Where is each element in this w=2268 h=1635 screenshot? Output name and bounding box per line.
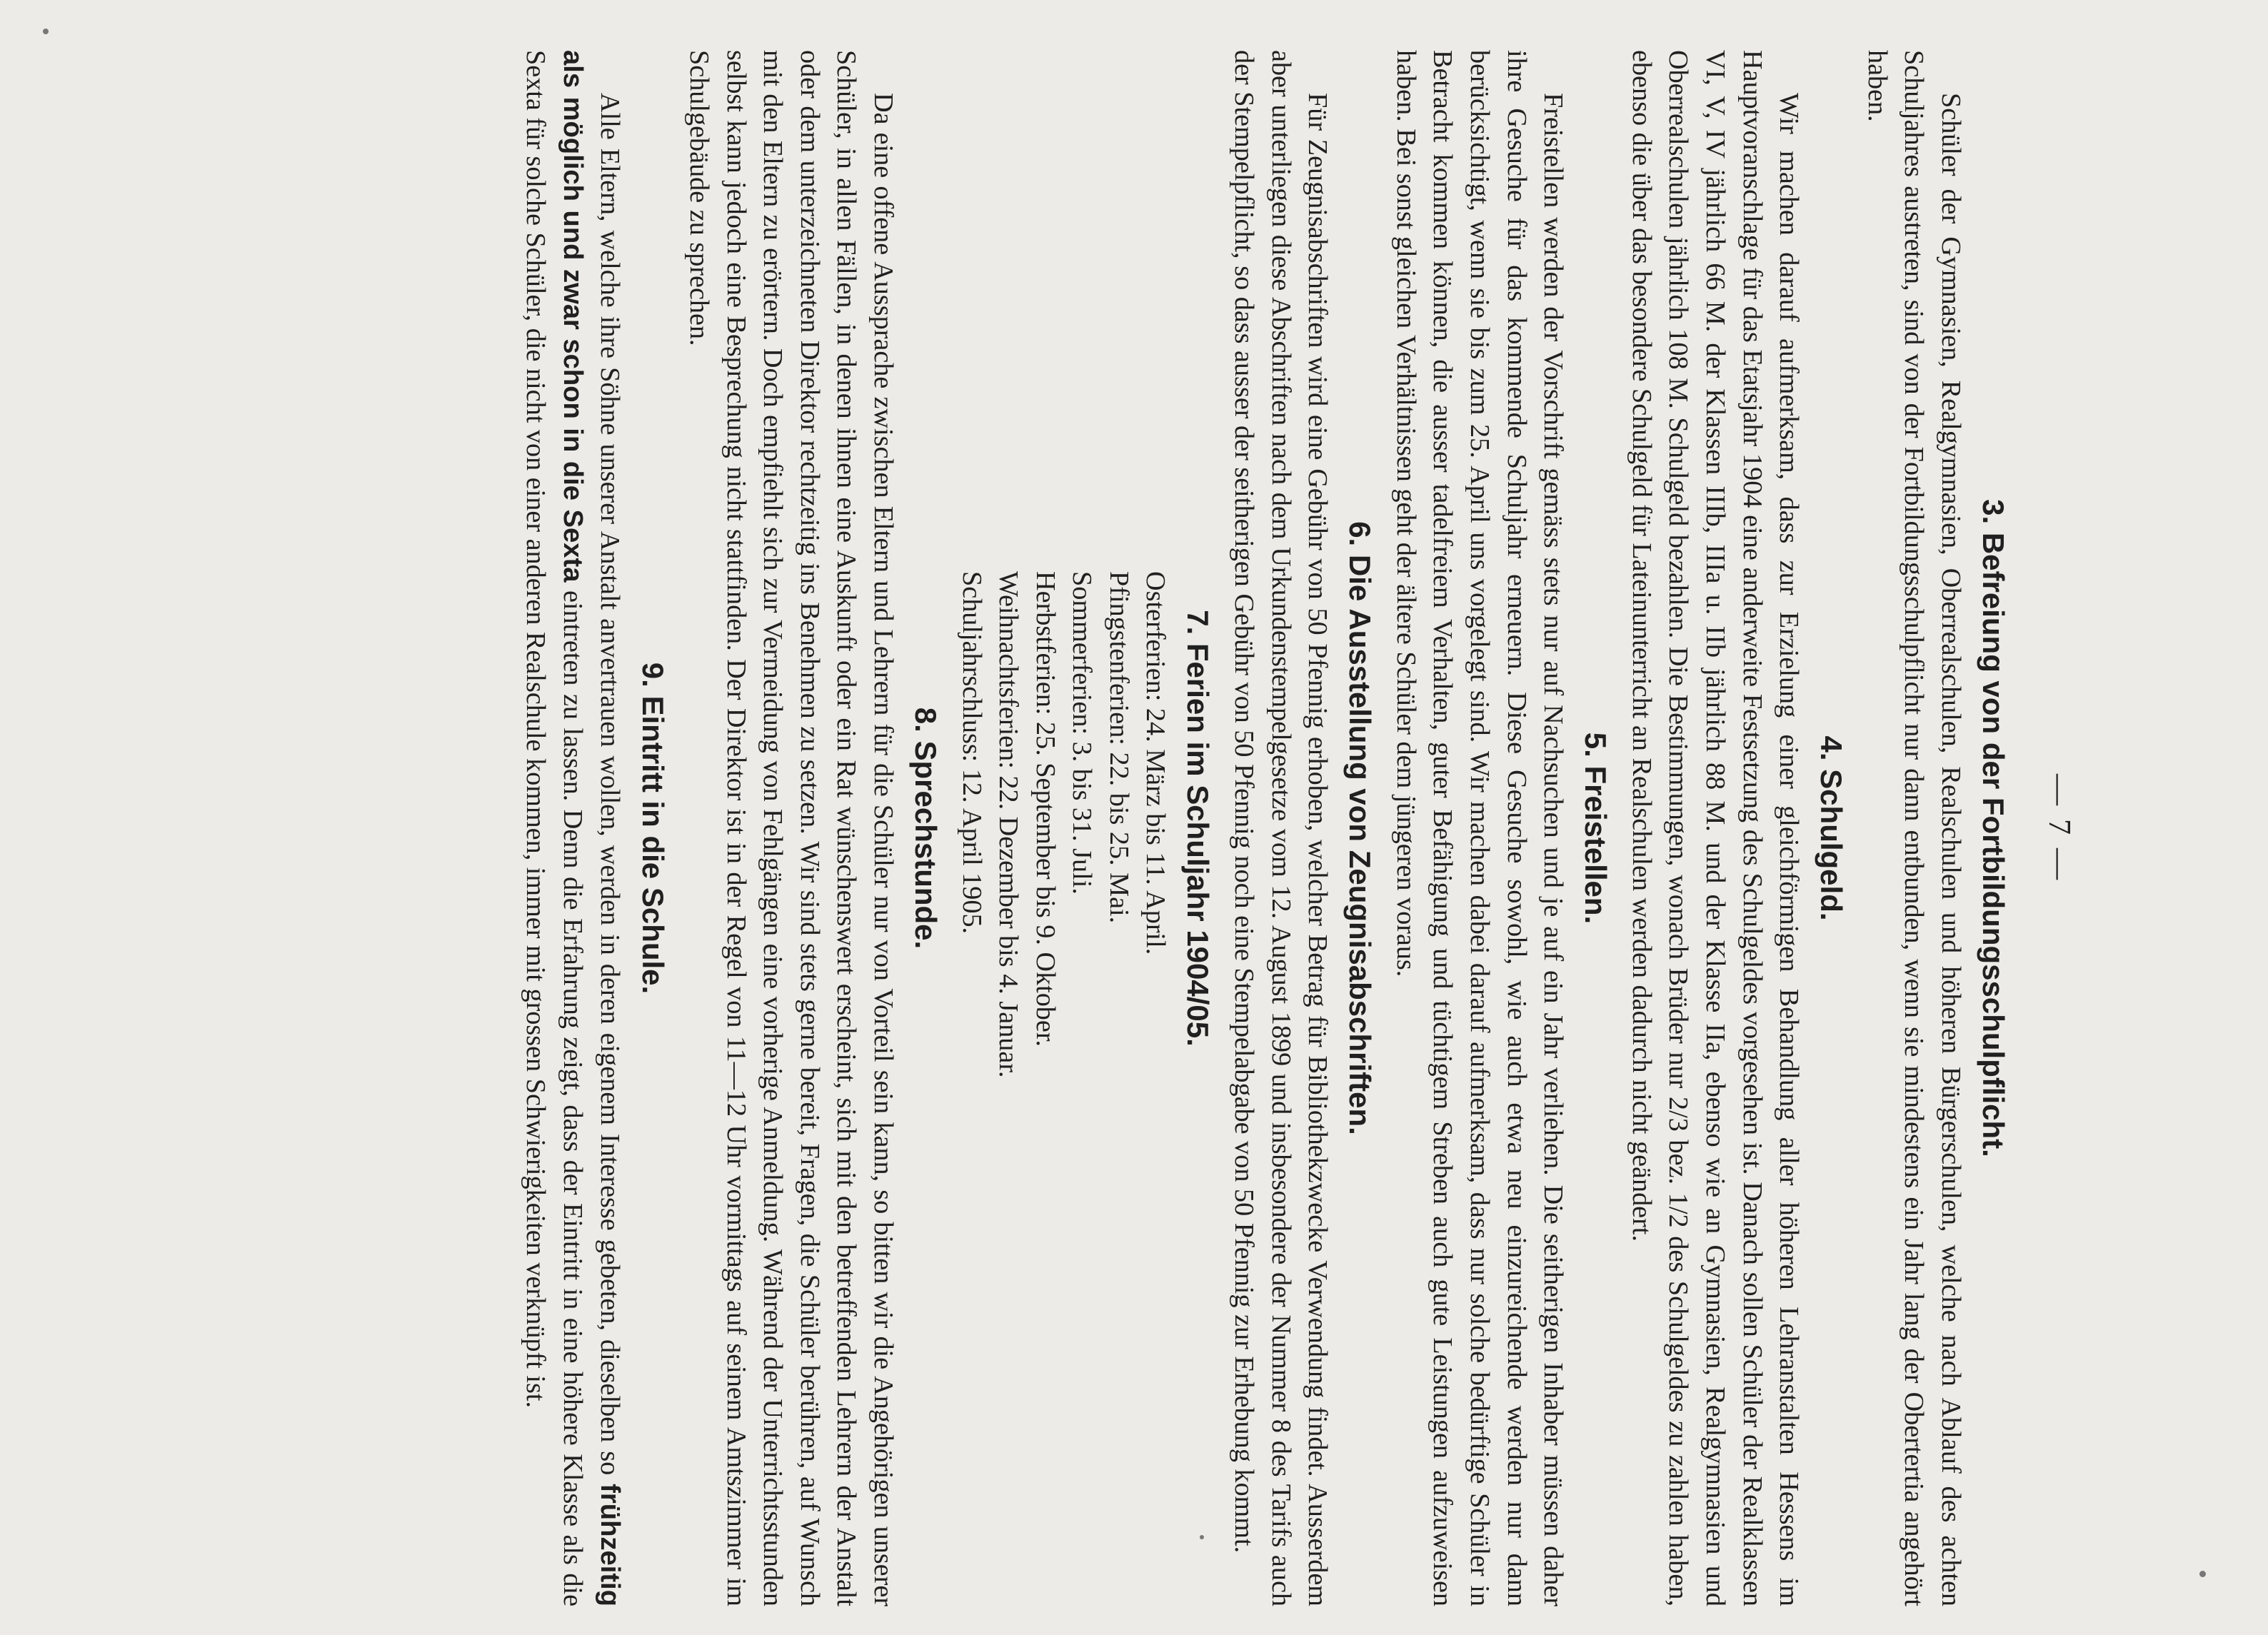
- paragraph-schulgeld: Wir machen darauf aufmerksam, dass zur Erzielung einer gleichförmigen Behandlung aller höheren Lehranstalten Hessens im Hauptvoranschlage für das Etatsjahr 1904 eine anderweite Festsetzung des Schulgeldes vorgesehen ist. Danach sollen Schüler der Realklassen VI, V, IV jährlich 66 M. der Klassen IIIb, IIIa u. IIb jährlich 88 M. und der Klasse IIa, ebenso wie an Gymnasien, Realgymnasien und Oberrealschulen jährlich 108 M. Schulgeld bezahlen. Die Bestimmungen, wonach Brüder nur 2/3 bez. 1/2 des Schulgeldes zu zahlen haben, ebenso die über das besondere Schulgeld für Lateinunterricht an Realschulen werden dadurch nicht geändert.: [1626, 50, 1805, 1606]
- paragraph-eintritt: [517, 50, 629, 1606]
- paragraph-zeugnisabschriften: Für Zeugnisabschriften wird eine Gebühr von 50 Pfennig erhoben, welcher Betrag für Bibliothekzwecke Verwendung findet. Ausserdem aber unterliegen diese Abschriften nach dem Urkundenstempelgesetze vom 12. August 1899 und insbesondere der Nummer 8 des Tarifs auch der Stempelpflicht, so dass ausser der seitherigen Gebühr von 50 Pfennig noch eine Stempelabgabe von 50 Pfennig zur Erhebung kommt.: [1229, 50, 1333, 1606]
- section-heading-ferien: 7. Ferien im Schuljahr 1904/05.: [1181, 610, 1215, 1047]
- ferien-item-sommer: Sommerferien: 3. bis 31. Juli.: [1067, 571, 1098, 895]
- page-number: — 7 —: [2042, 774, 2077, 882]
- paragraph-sprechstunde: Da eine offene Aussprache zwischen Eltern und Lehrern für die Schüler nur von Vorteil sein kann, so bitten wir die Angehörigen unserer Schüler, in allen Fällen, in denen ihnen eine Auskunft oder ein Rat wünschenswert erscheint, sich mit den betreffenden Lehrern der Anstalt oder dem unterzeichneten Direktor rechtzeitig ins Benehmen zu setzen. Wir sind stets gerne bereit, Fragen, die Schüler berühren, auf Wunsch mit den Eltern zu erörtern. Doch empfiehlt sich zur Vermeidung von Fehlgängen eine vorherige Anmeldung. Während der Unterrichtsstunden selbst kann jedoch eine Besprechung nicht stattfinden. Der Direktor ist in der Regel von 11—12 Uhr vormittags auf seinem Amtszimmer im Schulgebäude zu sprechen.: [683, 50, 898, 1606]
- rotated-text-block: [200, 43, 2085, 1614]
- ferien-item-schuljahrschluss: Schuljahrschluss: 12. April 1905.: [956, 571, 987, 935]
- section-heading-freistellen: 5. Freistellen.: [1579, 732, 1613, 925]
- eintritt-emphasis: frühzeitig als möglich und zwar schon in die Sexta: [557, 50, 626, 1606]
- ferien-list: [953, 571, 1174, 1606]
- paragraph-befreiung: Schüler der Gymnasien, Realgymnasien, Oberrealschulen, Realschulen und höheren Bürgerschulen, welche nach Ablauf des achten Schuljahres austreten, sind von der Fortbildungsschulpflicht nur dann entbunden, wenn sie mindestens ein Jahr lang der Obertertia angehört haben.: [1862, 50, 1966, 1606]
- section-heading-zeugnisabschriften: 6. Die Ausstellung von Zeugnisabschriften.: [1343, 521, 1378, 1135]
- section-heading-eintritt: 9. Eintritt in die Schule.: [636, 662, 671, 995]
- ferien-item-herbst: Herbstferien: 25. September bis 9. Oktober.: [1030, 571, 1060, 1047]
- section-heading-befreiung: 3. Befreiung von der Fortbildungsschulpflicht.: [1977, 499, 2010, 1157]
- ferien-item-weihnachten: Weihnachtsferien: 22. Dezember bis 4. Januar.: [993, 571, 1024, 1078]
- eintritt-text-start: Alle Eltern, welche ihre Söhne unserer Anstalt anvertrauen wollen, werden in deren eigenem Interesse gebeten, dieselben so: [595, 93, 626, 1476]
- section-heading-schulgeld: 4. Schulgeld.: [1815, 735, 1849, 921]
- section-heading-sprechstunde: 8. Sprechstunde.: [908, 707, 943, 950]
- ferien-item-pfingsten: Pfingstenferien: 22. bis 25. Mai.: [1103, 571, 1134, 924]
- paragraph-freistellen: Freistellen werden der Vorschrift gemäss stets nur auf Nachsuchen und je auf ein Jahr verliehen. Die seitherigen Inhaber müssen daher ihre Gesuche für das kommende Schuljahr erneuern. Diese Gesuche sowohl, wie auch etwa neu einzureichende werden nur dann berücksichtigt, wenn sie bis zum 25. April uns vorgelegt sind. Wir machen dabei darauf aufmerksam, dass nur solche bedürftige Schüler in Betracht kommen können, die ausser tadelfreiem Verhalten, guter Befähigung und tüchtigem Streben auch gute Leistungen aufzuweisen haben. Bei sonst gleichen Verhältnissen geht der ältere Schüler dem jüngeren voraus.: [1390, 50, 1569, 1606]
- scan-speck: [43, 29, 49, 34]
- ferien-item-ostern: Osterferien: 24. März bis 11. April.: [1140, 571, 1171, 955]
- scan-speck: [2199, 1571, 2206, 1577]
- eintritt-text-end: eintreten zu lassen. Denn die Erfahrung zeigt, dass der Eintritt in eine höhere Klasse als die Sexta für solche Schüler, die nicht von einer anderen Realschule kommen, immer mit grossen Schwierigkeiten verknüpft ist.: [521, 50, 588, 1607]
